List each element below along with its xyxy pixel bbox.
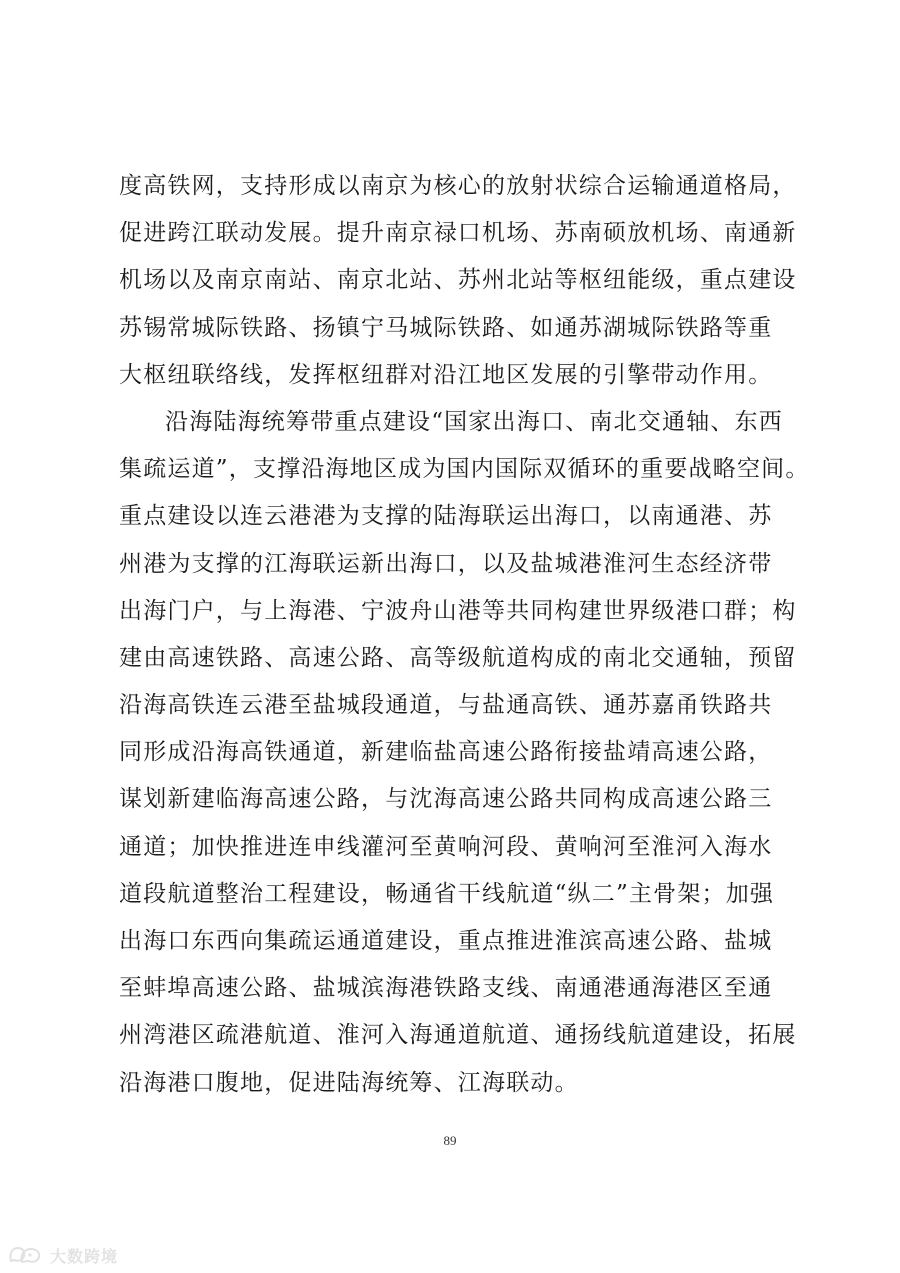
watermark-text: 大数跨境 bbox=[50, 1246, 119, 1266]
text-line: 州湾港区疏港航道、淮河入海通道航道、通扬线航道建设，拓展 bbox=[119, 1022, 797, 1049]
watermark bbox=[8, 1242, 118, 1268]
text-line: 重点建设以连云港港为支撑的陆海联运出海口，以南通港、苏 bbox=[119, 503, 773, 530]
text-line: 促进跨江联动发展。提升南京禄口机场、苏南硕放机场、南通新 bbox=[119, 220, 797, 247]
text-line: 同形成沿海高铁通道，新建临盐高速公路衔接盐靖高速公路， bbox=[119, 739, 773, 766]
text-line: 集疏运道”，支撑沿海地区成为国内国际双循环的重要战略空间。 bbox=[119, 456, 810, 483]
body-text bbox=[119, 163, 810, 1107]
text-line: 度高铁网，支持形成以南京为核心的放射状综合运输通道格局， bbox=[119, 173, 797, 199]
text-line: 苏锡常城际铁路、扬镇宁马城际铁路、如通苏湖城际铁路等重 bbox=[119, 314, 773, 341]
page-number: 89 bbox=[443, 1133, 457, 1148]
text-line: 州港为支撑的江海联运新出海口，以及盐城港淮河生态经济带 bbox=[119, 550, 773, 577]
text-line: 出海口东西向集疏运通道建设，重点推进淮滨高速公路、盐城 bbox=[119, 928, 773, 954]
text-line: 谋划新建临海高速公路，与沈海高速公路共同构成高速公路三 bbox=[119, 786, 773, 813]
text-line: 沿海高铁连云港至盐城段通道，与盐通高铁、通苏嘉甬铁路共 bbox=[119, 692, 773, 719]
text-line: 通道；加快推进连申线灌河至黄响河段、黄响河至淮河入海水 bbox=[119, 833, 773, 860]
text-line: 出海门户，与上海港、宁波舟山港等共同构建世界级港口群；构 bbox=[119, 597, 797, 624]
text-line: 至蚌埠高速公路、盐城滨海港铁路支线、南通港通海港区至通 bbox=[119, 975, 773, 1002]
text-line: 机场以及南京南站、南京北站、苏州北站等枢纽能级，重点建设 bbox=[119, 267, 797, 294]
text-line: 道段航道整治工程建设，畅通省干线航道“纵二”主骨架；加强 bbox=[119, 880, 775, 907]
paragraph-first-line: 沿海陆海统筹带重点建设“国家出海口、南北交通轴、东西 bbox=[165, 408, 783, 435]
text-line: 大枢纽联络线，发挥枢纽群对沿江地区发展的引擎带动作用。 bbox=[119, 361, 773, 388]
text-line: 沿海港口腹地，促进陆海统筹、江海联动。 bbox=[119, 1069, 579, 1096]
speech-bubble-logo-icon bbox=[8, 1245, 44, 1265]
text-line: 建由高速铁路、高速公路、高等级航道构成的南北交通轴，预留 bbox=[119, 644, 797, 671]
